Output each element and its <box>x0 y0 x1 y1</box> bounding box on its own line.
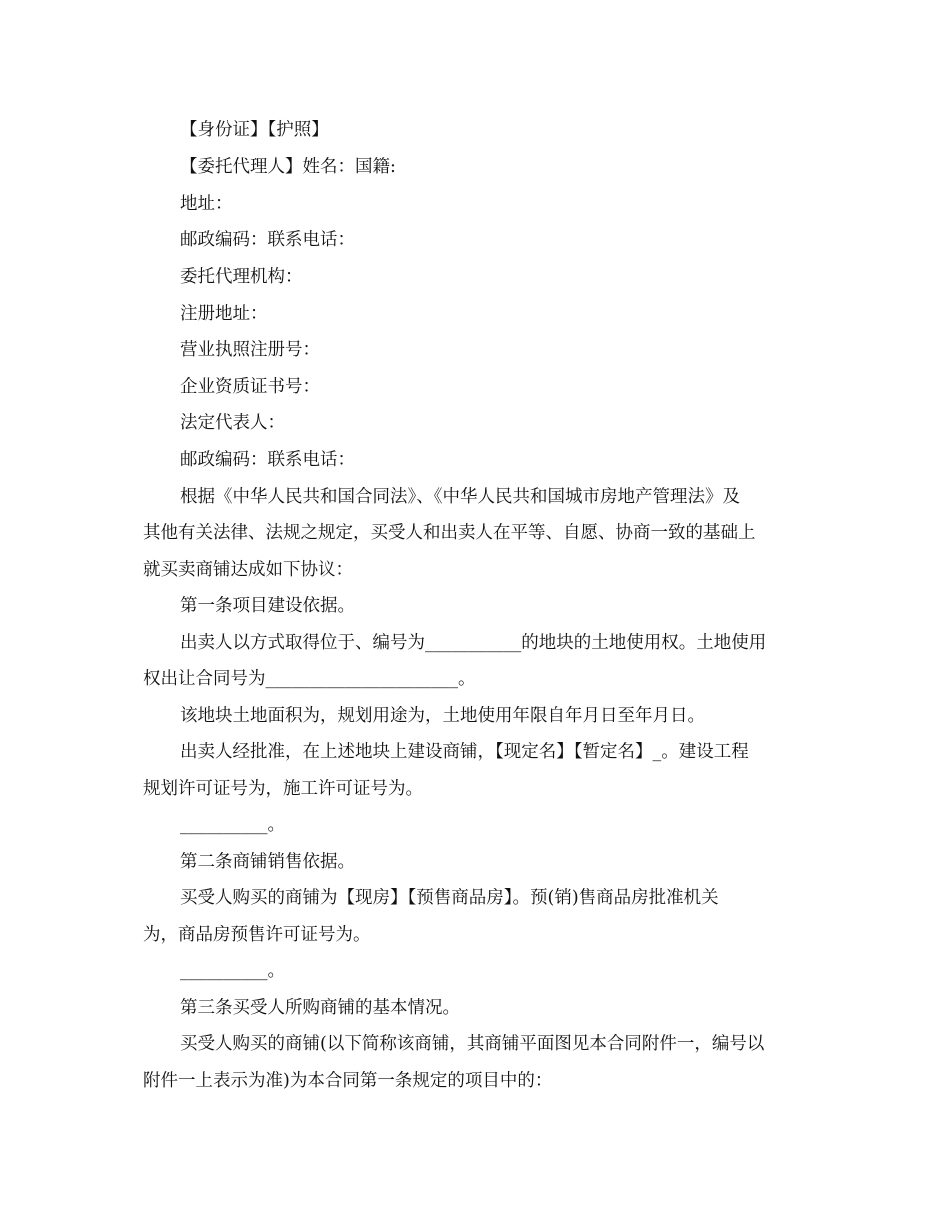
address-line: 地址： <box>180 194 233 214</box>
postal-phone-line: 邮政编码：联系电话： <box>180 230 355 250</box>
paragraph-line: 买受人购买的商铺为【现房】【预售商品房】。预(销)售商品房批准机关 <box>180 888 719 908</box>
qualification-line: 企业资质证书号： <box>180 377 320 397</box>
paragraph-line: 根据《中华人民共和国合同法》、《中华人民共和国城市房地产管理法》及 <box>180 487 740 507</box>
paragraph-line: 为，商品房预售许可证号为。 <box>143 925 371 945</box>
paragraph-line: 其他有关法律、法规之规定，买受人和出卖人在平等、自愿、协商一致的基础上 <box>143 523 756 543</box>
paragraph-line: 附件一上表示为准)为本合同第一条规定的项目中的： <box>143 1071 553 1091</box>
paragraph-line: 该地块土地面积为，规划用途为，土地使用年限自年月日至年月日。 <box>180 706 705 726</box>
paragraph-line: 权出让合同号为______________________。 <box>143 669 476 689</box>
blank-line: __________。 <box>180 815 285 835</box>
article-1-heading: 第一条项目建设依据。 <box>180 596 355 616</box>
paragraph-line: 出卖人以方式取得位于、编号为___________的地块的土地使用权。土地使用 <box>180 633 767 653</box>
paragraph-line: 买受人购买的商铺(以下简称该商铺，其商铺平面图见本合同附件一，编号以 <box>180 1034 765 1054</box>
postal-phone-line-2: 邮政编码：联系电话： <box>180 450 355 470</box>
blank-line: __________。 <box>180 961 285 981</box>
article-3-heading: 第三条买受人所购商铺的基本情况。 <box>180 998 460 1018</box>
article-2-heading: 第二条商铺销售依据。 <box>180 852 355 872</box>
legal-rep-line: 法定代表人： <box>180 413 285 433</box>
agency-line: 委托代理机构： <box>180 267 303 287</box>
id-type-line: 【身份证】【护照】 <box>180 120 329 140</box>
paragraph-line: 出卖人经批准，在上述地块上建设商铺，【现定名】【暂定名】_。建设工程 <box>180 742 749 762</box>
business-license-line: 营业执照注册号： <box>180 340 320 360</box>
registered-address-line: 注册地址： <box>180 304 268 324</box>
agent-name-line: 【委托代理人】姓名：国籍: <box>180 157 396 177</box>
paragraph-line: 就买卖商铺达成如下协议： <box>143 560 353 580</box>
paragraph-line: 规划许可证号为，施工许可证号为。 <box>143 779 423 799</box>
